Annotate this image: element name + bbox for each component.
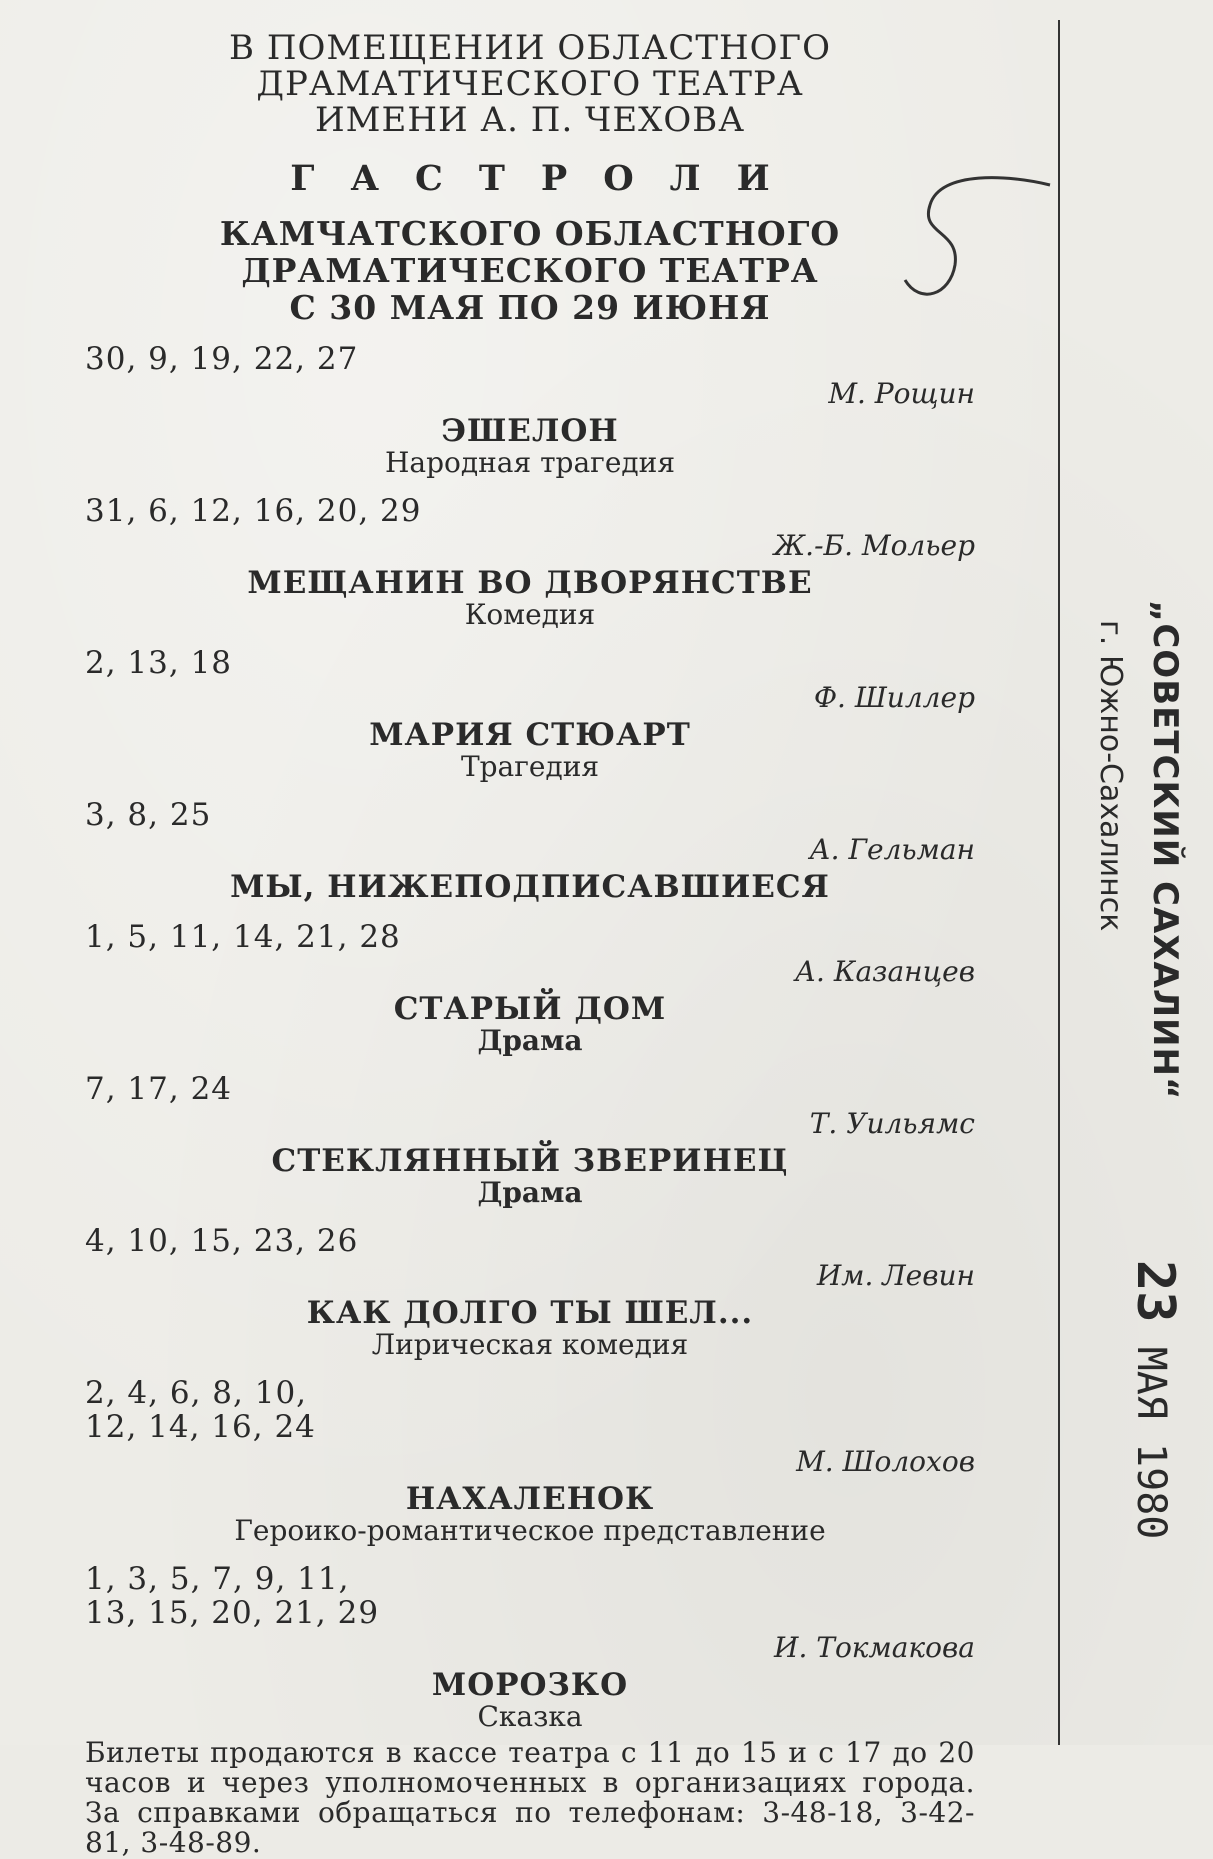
play-genre: Лирическая комедия xyxy=(371,1328,689,1361)
troupe-line-1: КАМЧАТСКОГО ОБЛАСТНОГО xyxy=(219,214,841,253)
play-title: СТАРЫЙ ДОМ xyxy=(393,991,667,1027)
handwritten-mark xyxy=(900,175,1060,315)
play-genre: Комедия xyxy=(464,598,596,631)
play-entry xyxy=(85,920,975,1056)
date-stamp xyxy=(1065,600,1205,1600)
venue-heading xyxy=(85,30,975,138)
play-entry xyxy=(85,1072,975,1208)
play-author: Ф. Шиллер xyxy=(813,681,975,714)
play-dates: 1, 3, 5, 7, 9, 11, 13, 15, 20, 21, 29 xyxy=(85,1561,380,1631)
play-dates: 3, 8, 25 xyxy=(85,797,212,833)
play-dates: 1, 5, 11, 14, 21, 28 xyxy=(85,919,401,955)
play-title: МЫ, НИЖЕПОДПИСАВШИЕСЯ xyxy=(230,869,830,905)
stamp-day: 23 xyxy=(1125,1260,1185,1323)
play-author: И. Токмакова xyxy=(774,1631,975,1664)
ticket-info: Билеты продаются в кассе театра с 11 до 15 и с 17 до 20 часов и через уполномоченных в организациях города. За справками обращаться по телефонам: 3-48-18, 3-42-81, 3-48-89. xyxy=(85,1736,975,1859)
announcement-column xyxy=(85,30,975,1858)
play-genre: Народная трагедия xyxy=(385,446,675,479)
play-genre: Сказка xyxy=(477,1700,583,1733)
play-entry xyxy=(85,798,975,904)
plays-list xyxy=(85,342,975,1732)
play-dates: 7, 17, 24 xyxy=(85,1071,233,1107)
play-entry xyxy=(85,1562,975,1732)
play-entry xyxy=(85,1376,975,1546)
play-title: МЕЩАНИН ВО ДВОРЯНСТВЕ xyxy=(247,565,813,601)
play-dates: 2, 4, 6, 8, 10, 12, 14, 16, 24 xyxy=(85,1375,316,1445)
play-entry xyxy=(85,1224,975,1360)
stamp-newspaper-name: „СОВЕТСКИЙ САХАЛИН“ xyxy=(1145,600,1185,1101)
play-dates: 2, 13, 18 xyxy=(85,645,233,681)
play-genre: Драма xyxy=(477,1176,583,1209)
stamp-date xyxy=(1125,1260,1185,1539)
play-dates: 4, 10, 15, 23, 26 xyxy=(85,1223,359,1259)
play-dates: 31, 6, 12, 16, 20, 29 xyxy=(85,493,422,529)
troupe-line-3: С 30 МАЯ ПО 29 ИЮНЯ xyxy=(289,288,771,327)
play-entry xyxy=(85,494,975,630)
play-author: Ж.-Б. Мольер xyxy=(773,529,975,562)
column-rule xyxy=(1058,20,1060,1745)
play-title: КАК ДОЛГО ТЫ ШЕЛ... xyxy=(306,1295,754,1331)
play-author: М. Шолохов xyxy=(796,1445,975,1478)
play-author: М. Рощин xyxy=(828,377,975,410)
play-dates: 30, 9, 19, 22, 27 xyxy=(85,341,359,377)
play-author: Т. Уильямс xyxy=(809,1107,975,1140)
play-title: НАХАЛЕНОК xyxy=(405,1481,655,1517)
play-entry xyxy=(85,342,975,478)
play-author: А. Гельман xyxy=(809,833,975,866)
play-genre: Героико-романтическое представление xyxy=(234,1514,826,1547)
play-title: МОРОЗКО xyxy=(431,1667,629,1703)
troupe-line-2: ДРАМАТИЧЕСКОГО ТЕАТРА xyxy=(241,251,819,290)
play-genre: Драма xyxy=(477,1024,583,1057)
troupe-heading xyxy=(85,215,975,326)
play-author: Им. Левин xyxy=(816,1259,975,1292)
venue-line-2: ДРАМАТИЧЕСКОГО ТЕАТРА xyxy=(256,64,804,104)
venue-line-3: ИМЕНИ А. П. ЧЕХОВА xyxy=(315,100,745,140)
stamp-month-year: МАЯ 1980 xyxy=(1128,1346,1174,1540)
gastroli-heading: ГАСТРОЛИ xyxy=(290,158,806,199)
play-title: ЭШЕЛОН xyxy=(441,413,619,449)
play-title: МАРИЯ СТЮАРТ xyxy=(369,717,691,753)
play-genre: Трагедия xyxy=(460,750,600,783)
play-author: А. Казанцев xyxy=(794,955,975,988)
play-entry xyxy=(85,646,975,782)
venue-line-1: В ПОМЕЩЕНИИ ОБЛАСТНОГО xyxy=(229,28,831,68)
stamp-city: г. Южно-Сахалинск xyxy=(1093,620,1128,932)
play-title: СТЕКЛЯННЫЙ ЗВЕРИНЕЦ xyxy=(271,1143,789,1179)
